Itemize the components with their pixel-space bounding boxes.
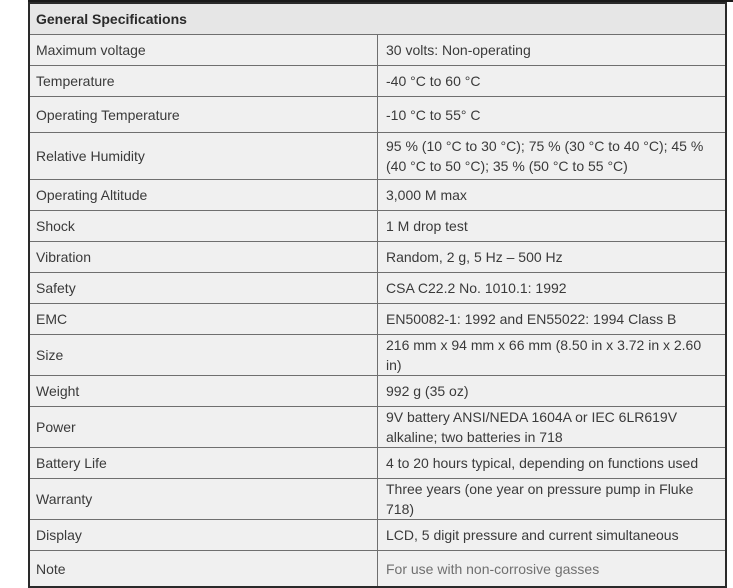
spec-label-relative-humidity: Relative Humidity bbox=[29, 133, 378, 180]
spec-label-emc: EMC bbox=[29, 304, 378, 335]
spec-value-safety: CSA C22.2 No. 1010.1: 1992 bbox=[378, 273, 727, 304]
spec-value-display: LCD, 5 digit pressure and current simultaneous bbox=[378, 520, 727, 551]
spec-value-battery-life: 4 to 20 hours typical, depending on functions used bbox=[378, 448, 727, 479]
spec-value-relative-humidity: 95 % (10 °C to 30 °C); 75 % (30 °C to 40 °C); 45 % (40 °C to 50 °C); 35 % (50 °C to 55 °C) bbox=[378, 133, 727, 180]
table-row bbox=[29, 66, 726, 97]
table-header-row bbox=[29, 3, 726, 35]
table-row bbox=[29, 242, 726, 273]
table-row bbox=[29, 304, 726, 335]
table-row bbox=[29, 97, 726, 133]
spec-label-display: Display bbox=[29, 520, 378, 551]
spec-label-maximum-voltage: Maximum voltage bbox=[29, 35, 378, 66]
table-row bbox=[29, 211, 726, 242]
spec-label-shock: Shock bbox=[29, 211, 378, 242]
spec-value-temperature: -40 °C to 60 °C bbox=[378, 66, 727, 97]
spec-label-warranty: Warranty bbox=[29, 479, 378, 520]
spec-value-operating-temperature: -10 °C to 55° C bbox=[378, 97, 727, 133]
spec-label-operating-temperature: Operating Temperature bbox=[29, 97, 378, 133]
spec-label-battery-life: Battery Life bbox=[29, 448, 378, 479]
spec-label-temperature: Temperature bbox=[29, 66, 378, 97]
spec-label-note: Note bbox=[29, 551, 378, 588]
spec-label-safety: Safety bbox=[29, 273, 378, 304]
spec-value-maximum-voltage: 30 volts: Non-operating bbox=[378, 35, 727, 66]
spec-value-note: For use with non-corrosive gasses bbox=[378, 551, 727, 588]
spec-label-vibration: Vibration bbox=[29, 242, 378, 273]
table-row bbox=[29, 273, 726, 304]
spec-label-power: Power bbox=[29, 407, 378, 448]
table-row bbox=[29, 479, 726, 520]
table-row bbox=[29, 376, 726, 407]
table-row bbox=[29, 407, 726, 448]
spec-value-size: 216 mm x 94 mm x 66 mm (8.50 in x 3.72 in x 2.60 in) bbox=[378, 335, 727, 376]
table-row bbox=[29, 35, 726, 66]
spec-label-operating-altitude: Operating Altitude bbox=[29, 180, 378, 211]
table-heading: General Specifications bbox=[29, 3, 726, 35]
table-row bbox=[29, 551, 726, 588]
table-row bbox=[29, 335, 726, 376]
spec-label-weight: Weight bbox=[29, 376, 378, 407]
table-row bbox=[29, 180, 726, 211]
spec-value-shock: 1 M drop test bbox=[378, 211, 727, 242]
spec-value-weight: 992 g (35 oz) bbox=[378, 376, 727, 407]
spec-value-vibration: Random, 2 g, 5 Hz – 500 Hz bbox=[378, 242, 727, 273]
spec-value-operating-altitude: 3,000 M max bbox=[378, 180, 727, 211]
spec-label-size: Size bbox=[29, 335, 378, 376]
table-row bbox=[29, 448, 726, 479]
spec-value-emc: EN50082-1: 1992 and EN55022: 1994 Class B bbox=[378, 304, 727, 335]
spec-value-power: 9V battery ANSI/NEDA 1604A or IEC 6LR619V alkaline; two batteries in 718 bbox=[378, 407, 727, 448]
spec-value-warranty: Three years (one year on pressure pump in Fluke 718) bbox=[378, 479, 727, 520]
table-row bbox=[29, 133, 726, 180]
general-specifications-table bbox=[28, 2, 727, 588]
table-row bbox=[29, 520, 726, 551]
